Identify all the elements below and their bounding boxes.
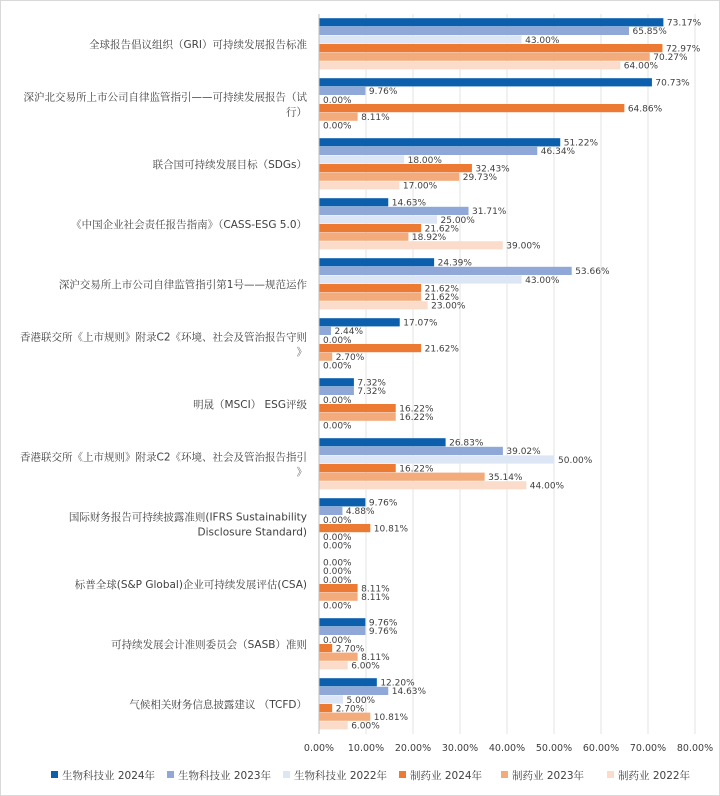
bar — [320, 318, 400, 326]
data-label: 7.32% — [357, 387, 386, 398]
data-label: 17.00% — [402, 181, 438, 192]
data-label: 65.85% — [632, 27, 667, 38]
x-tick-label: 10.00% — [347, 743, 385, 754]
bar — [320, 661, 348, 669]
data-label: 72.97% — [665, 44, 701, 55]
bar — [320, 147, 538, 155]
category-label-line: 香港联交所《上市规则》附录C2《环境、社会及管治报告指引 — [19, 451, 307, 464]
bar — [320, 61, 621, 69]
data-label: 12.20% — [380, 678, 415, 689]
data-label: 16.22% — [399, 464, 434, 475]
data-label: 0.00% — [323, 395, 352, 406]
category-label-line: 国际财务报告可持续披露准则(IFRS Sustainability — [68, 511, 307, 524]
data-label: 5.00% — [346, 695, 376, 706]
bar — [320, 498, 366, 506]
category-label: 可持续发展会计准则委员会（SASB）准则 — [111, 639, 307, 651]
data-label: 64.86% — [627, 104, 663, 115]
data-label: 18.00% — [407, 155, 442, 166]
category-label-line: 》 — [296, 466, 307, 479]
category-label-line: 深沪北交易所上市公司自律监管指引——可持续发展报告（试 — [23, 91, 307, 104]
legend-label: 制药业 2023年 — [512, 770, 585, 782]
data-label: 29.73% — [462, 173, 498, 183]
data-label: 0.00% — [323, 515, 352, 526]
data-label: 50.00% — [558, 455, 593, 466]
data-label: 73.17% — [666, 18, 702, 29]
data-label: 21.62% — [424, 284, 459, 295]
bar — [320, 78, 652, 86]
bar — [320, 87, 366, 95]
bar — [320, 155, 405, 163]
data-label: 25.00% — [440, 215, 475, 226]
data-label: 10.81% — [373, 524, 409, 535]
bar-chart — [1, 1, 719, 795]
bar — [320, 464, 396, 472]
x-tick-label: 60.00% — [582, 743, 620, 754]
data-label: 39.02% — [506, 447, 541, 458]
data-label: 6.00% — [351, 721, 380, 732]
bar — [320, 301, 428, 309]
data-label: 18.92% — [411, 233, 447, 243]
data-label: 0.00% — [323, 601, 352, 612]
bar — [320, 164, 472, 172]
bar — [320, 53, 650, 61]
data-label: 35.14% — [488, 473, 523, 483]
data-label: 64.00% — [623, 61, 659, 72]
bar — [320, 627, 366, 635]
data-label: 26.83% — [449, 438, 484, 449]
data-label: 21.62% — [424, 344, 459, 355]
bar — [320, 233, 409, 241]
data-label: 16.22% — [399, 413, 434, 423]
legend-swatch — [399, 771, 406, 778]
x-tick-label: 30.00% — [441, 743, 479, 754]
data-label: 2.70% — [335, 644, 365, 655]
x-tick-label: 20.00% — [394, 743, 432, 754]
data-label: 46.34% — [540, 147, 576, 158]
bar — [320, 353, 333, 361]
category-label: 深沪交易所上市公司自律监管指引第1号——规范运作 — [58, 279, 307, 291]
bar — [320, 215, 438, 223]
legend-label: 生物科技业 2022年 — [294, 770, 388, 782]
data-label: 0.00% — [323, 567, 352, 578]
data-label: 9.76% — [368, 498, 398, 509]
bar — [320, 704, 333, 712]
data-label: 0.00% — [323, 558, 352, 569]
legend-swatch — [607, 771, 614, 778]
bar — [320, 293, 422, 301]
legend — [51, 769, 691, 782]
bar — [320, 284, 422, 292]
bar — [320, 327, 331, 335]
data-labels — [323, 19, 702, 732]
data-label: 70.27% — [653, 53, 688, 63]
category-label-line: 行） — [286, 106, 307, 119]
data-label: 4.88% — [345, 507, 375, 518]
bar — [320, 618, 366, 626]
data-label: 17.07% — [403, 318, 438, 329]
bar — [320, 138, 561, 146]
category-label: 标普全球(S&P Global)企业可持续发展评估(CSA) — [74, 579, 307, 591]
data-label: 10.81% — [373, 713, 409, 723]
data-label: 14.63% — [391, 687, 427, 698]
data-label: 8.11% — [361, 584, 390, 595]
data-label: 0.00% — [323, 121, 352, 132]
data-label: 16.22% — [399, 404, 434, 415]
category-label — [20, 331, 307, 359]
data-label: 0.00% — [323, 533, 352, 543]
x-tick-label: 50.00% — [535, 743, 573, 754]
category-label: 联合国可持续发展目标（SDGs） — [152, 159, 307, 171]
bar — [320, 224, 422, 232]
data-label: 23.00% — [431, 301, 466, 312]
data-label: 31.71% — [472, 207, 507, 218]
legend-label: 制药业 2022年 — [618, 770, 691, 782]
bar — [320, 27, 629, 35]
data-label: 7.32% — [357, 378, 386, 389]
bar — [320, 18, 664, 26]
data-label: 0.00% — [323, 95, 352, 106]
x-tick-label: 80.00% — [676, 743, 714, 754]
bar — [320, 695, 344, 703]
x-tick-label: 0.00% — [303, 743, 335, 754]
category-label-line: 》 — [296, 346, 307, 359]
data-label: 9.76% — [368, 627, 398, 638]
bar — [320, 198, 389, 206]
bar — [320, 687, 389, 695]
data-label: 53.66% — [575, 267, 610, 278]
legend-label: 制药业 2024年 — [410, 770, 483, 782]
data-label: 8.11% — [361, 593, 390, 603]
bar — [320, 593, 358, 601]
category-label — [24, 91, 308, 119]
category-label: 《中国企业社会责任报告指南》（CASS-ESG 5.0） — [71, 219, 307, 231]
legend-swatch — [51, 771, 58, 778]
data-label: 6.00% — [351, 661, 380, 672]
bar — [320, 258, 435, 266]
data-label: 14.63% — [391, 198, 427, 209]
legend-swatch — [283, 771, 290, 778]
x-tick-label: 40.00% — [488, 743, 526, 754]
data-label: 0.00% — [323, 541, 352, 552]
bar — [320, 173, 460, 181]
bar — [320, 438, 446, 446]
bar — [320, 35, 522, 43]
data-label: 9.76% — [368, 87, 398, 98]
category-label — [69, 511, 307, 539]
data-label: 21.62% — [424, 224, 459, 235]
data-label: 0.00% — [323, 421, 352, 432]
category-label: 气候相关财务信息披露建议 （TCFD） — [129, 699, 307, 711]
category-label: 明晟（MSCI） ESG评级 — [193, 399, 307, 411]
bar — [320, 104, 625, 112]
category-label-line: Disclosure Standard) — [197, 526, 307, 539]
data-label: 44.00% — [529, 481, 565, 492]
bar — [320, 678, 377, 686]
data-label: 9.76% — [368, 618, 398, 629]
bar — [320, 378, 354, 386]
bar — [320, 181, 400, 189]
data-label: 2.70% — [335, 353, 365, 363]
bar — [320, 721, 348, 729]
category-label — [20, 451, 307, 479]
bar — [320, 113, 358, 121]
data-label: 0.00% — [323, 635, 352, 646]
bar — [320, 387, 354, 395]
data-label: 0.00% — [323, 575, 352, 586]
data-label: 0.00% — [323, 335, 352, 346]
data-label: 8.11% — [361, 653, 390, 663]
bar — [320, 275, 522, 283]
data-label: 0.00% — [323, 361, 352, 372]
legend-swatch — [167, 771, 174, 778]
data-label: 70.73% — [655, 78, 690, 89]
bar — [320, 413, 396, 421]
data-label: 43.00% — [525, 275, 560, 286]
category-label: 全球报告倡议组织（GRI）可持续发展报告标准 — [88, 39, 307, 51]
legend-swatch — [501, 771, 508, 778]
data-label: 43.00% — [525, 35, 560, 46]
data-label: 21.62% — [424, 293, 459, 303]
data-label: 2.44% — [334, 327, 364, 338]
data-label: 39.00% — [506, 241, 541, 252]
bar — [320, 507, 343, 515]
x-tick-label: 70.00% — [629, 743, 667, 754]
legend-label: 生物科技业 2024年 — [62, 770, 156, 782]
data-label: 32.43% — [475, 164, 510, 175]
data-label: 24.39% — [437, 258, 472, 269]
data-label: 2.70% — [335, 704, 365, 715]
bar — [320, 44, 663, 52]
legend-label: 生物科技业 2023年 — [178, 770, 272, 782]
category-label-line: 香港联交所《上市规则》附录C2《环境、社会及管治报告守则 — [19, 331, 307, 344]
data-label: 51.22% — [563, 138, 599, 149]
data-label: 8.11% — [361, 113, 390, 123]
